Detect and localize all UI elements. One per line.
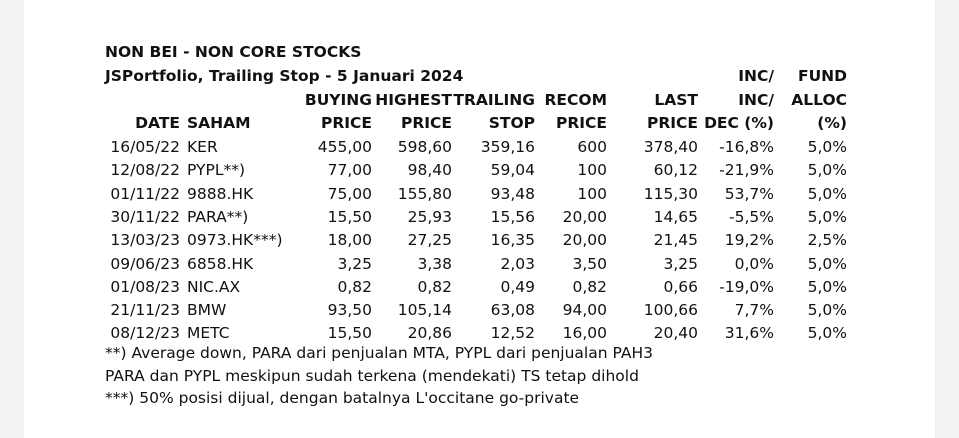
cell-date: 30/11/22 (110, 207, 180, 226)
cell-last: 21,45 (653, 231, 698, 250)
cell-buying: 77,00 (327, 161, 372, 180)
header-fund-2: ALLOC (791, 91, 847, 109)
header-highest-2: PRICE (400, 114, 452, 132)
cell-recom: 94,00 (562, 301, 607, 320)
cell-fund: 5,0% (807, 161, 847, 180)
cell-highest: 20,86 (407, 324, 452, 343)
header-date: DATE (135, 114, 180, 132)
cell-incdec: -5,5% (729, 207, 774, 226)
cell-buying: 15,50 (327, 207, 372, 226)
cell-highest: 98,40 (407, 161, 452, 180)
cell-recom: 3,50 (572, 254, 607, 273)
cell-trailing: 93,48 (490, 184, 535, 203)
cell-buying: 3,25 (337, 254, 372, 273)
cell-trailing: 2,03 (500, 254, 535, 273)
cell-saham: KER (187, 138, 218, 156)
cell-last: 3,25 (663, 254, 698, 273)
cell-recom: 100 (577, 184, 607, 203)
header-last-2: PRICE (646, 114, 698, 132)
cell-trailing: 359,16 (480, 138, 535, 156)
cell-date: 01/08/23 (110, 277, 180, 296)
cell-date: 09/06/23 (110, 254, 180, 273)
cell-highest: 3,38 (417, 254, 452, 273)
cell-recom: 20,00 (562, 207, 607, 226)
cell-trailing: 12,52 (490, 324, 535, 343)
cell-incdec: -19,0% (719, 277, 774, 296)
cell-last: 115,30 (643, 184, 698, 203)
cell-recom: 100 (577, 161, 607, 180)
cell-trailing: 63,08 (490, 301, 535, 320)
cell-saham: 0973.HK***) (187, 231, 283, 250)
cell-incdec: 7,7% (734, 301, 774, 320)
cell-last: 14,65 (653, 207, 698, 226)
cell-saham: PARA**) (187, 207, 249, 226)
cell-incdec: -16,8% (719, 138, 774, 156)
cell-saham: 6858.HK (187, 254, 254, 273)
cell-date: 21/11/23 (110, 301, 180, 320)
cell-recom: 16,00 (562, 324, 607, 343)
cell-incdec: 0,0% (734, 254, 774, 273)
header-trailing-2: STOP (488, 114, 535, 132)
cell-buying: 75,00 (327, 184, 372, 203)
cell-recom: 600 (577, 138, 607, 156)
cell-date: 13/03/23 (110, 231, 180, 250)
cell-trailing: 59,04 (490, 161, 535, 180)
cell-incdec: 19,2% (724, 231, 774, 250)
header-fund-1: FUND (797, 67, 847, 85)
cell-trailing: 15,56 (490, 207, 535, 226)
header-incdec-3: DEC (%) (704, 114, 774, 132)
cell-trailing: 0,49 (500, 277, 535, 296)
header-trailing-1: TRAILING (453, 91, 535, 109)
header-saham: SAHAM (187, 114, 251, 132)
cell-buying: 0,82 (337, 277, 372, 296)
cell-saham: 9888.HK (187, 184, 254, 203)
cell-highest: 27,25 (407, 231, 452, 250)
cell-highest: 155,80 (397, 184, 452, 203)
cell-highest: 598,60 (397, 138, 452, 156)
title-line-2: JSPortfolio, Trailing Stop - 5 Januari 2024 (105, 67, 464, 85)
cell-trailing: 16,35 (490, 231, 535, 250)
cell-saham: BMW (187, 301, 227, 320)
cell-buying: 455,00 (317, 138, 372, 156)
cell-saham: METC (187, 324, 230, 343)
cell-recom: 20,00 (562, 231, 607, 250)
header-recom-2: PRICE (555, 114, 607, 132)
cell-fund: 2,5% (807, 231, 847, 250)
cell-last: 100,66 (643, 301, 698, 320)
header-incdec-2: INC/ (738, 91, 774, 109)
cell-last: 378,40 (643, 138, 698, 156)
cell-buying: 15,50 (327, 324, 372, 343)
cell-fund: 5,0% (807, 184, 847, 203)
header-fund-3: (%) (817, 114, 847, 132)
cell-date: 01/11/22 (110, 184, 180, 203)
cell-highest: 0,82 (417, 277, 452, 296)
cell-fund: 5,0% (807, 254, 847, 273)
cell-fund: 5,0% (807, 301, 847, 320)
cell-date: 16/05/22 (110, 138, 180, 156)
header-last-1: LAST (654, 91, 698, 109)
cell-fund: 5,0% (807, 207, 847, 226)
footnote-3: ***) 50% posisi dijual, dengan batalnya L'occitane go-private (105, 389, 580, 407)
header-incdec-1: INC/ (738, 67, 774, 85)
cell-saham: PYPL**) (187, 161, 246, 180)
header-recom-1: RECOM (544, 91, 607, 109)
cell-buying: 18,00 (327, 231, 372, 250)
title-line-1: NON BEI - NON CORE STOCKS (105, 43, 362, 61)
cell-fund: 5,0% (807, 138, 847, 156)
cell-buying: 93,50 (327, 301, 372, 320)
header-buying-2: PRICE (320, 114, 372, 132)
cell-incdec: -21,9% (719, 161, 774, 180)
cell-last: 0,66 (663, 277, 698, 296)
cell-last: 20,40 (653, 324, 698, 343)
cell-date: 12/08/22 (110, 161, 180, 180)
cell-fund: 5,0% (807, 324, 847, 343)
cell-saham: NIC.AX (187, 277, 241, 296)
cell-incdec: 53,7% (724, 184, 774, 203)
cell-recom: 0,82 (572, 277, 607, 296)
cell-last: 60,12 (653, 161, 698, 180)
cell-fund: 5,0% (807, 277, 847, 296)
cell-incdec: 31,6% (724, 324, 774, 343)
cell-date: 08/12/23 (110, 324, 180, 343)
header-buying-1: BUYING (304, 91, 372, 109)
cell-highest: 25,93 (407, 207, 452, 226)
footnote-2: PARA dan PYPL meskipun sudah terkena (mendekati) TS tetap dihold (105, 367, 639, 385)
footnote-1: **) Average down, PARA dari penjualan MTA, PYPL dari penjualan PAH3 (105, 344, 653, 362)
header-highest-1: HIGHEST (375, 91, 452, 109)
cell-highest: 105,14 (397, 301, 452, 320)
